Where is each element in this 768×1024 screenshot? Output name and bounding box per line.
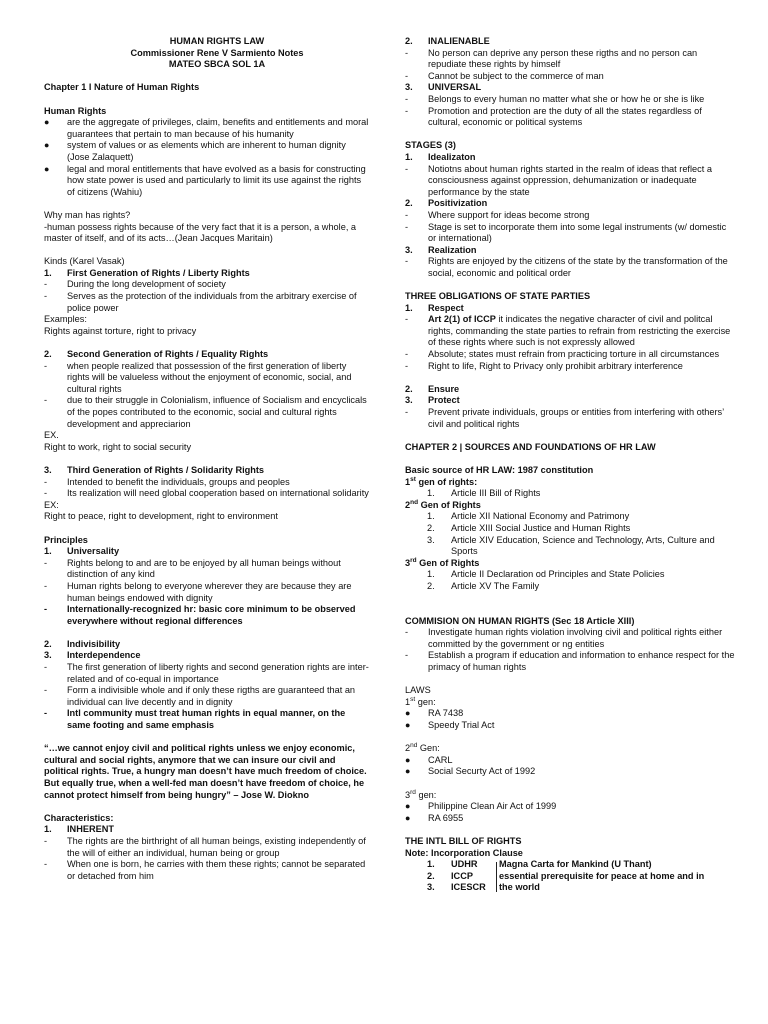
gen1-heading: 1. First Generation of Rights / Liberty Rights bbox=[44, 267, 250, 278]
chapter1-heading: Chapter 1 I Nature of Human Rights bbox=[44, 82, 200, 93]
gen2-rights-heading: 2nd Gen of Rights bbox=[405, 498, 481, 510]
inalienable-heading: 2. INALIENABLE bbox=[405, 36, 490, 46]
list-item: - Stage is set to incorporate them into some legal instruments (w/ domestic or international) bbox=[405, 221, 727, 244]
doc-header bbox=[64, 36, 370, 71]
list-item: ● Social Securty Act of 1992 bbox=[405, 766, 536, 777]
list-item: - Intl community must treat human rights in equal manner, on the same footing and same emphasis bbox=[44, 708, 346, 731]
list-item: 2. Article XV The Family bbox=[427, 580, 540, 591]
list-item: ● RA 6955 bbox=[405, 812, 464, 823]
doc-subtitle: Commissioner Rene V Sarmiento Notes bbox=[130, 47, 304, 58]
why-question: Why man has rights? bbox=[44, 209, 131, 220]
basic-source: Basic source of HR LAW: 1987 constitution bbox=[405, 464, 594, 475]
laws-gen3: 3rd gen: bbox=[405, 788, 437, 800]
bullet-icon: ● bbox=[405, 708, 411, 719]
left-column bbox=[44, 36, 370, 882]
list-item: 1. Article III Bill of Rights bbox=[427, 488, 541, 499]
list-item: - During the long development of society bbox=[44, 279, 226, 290]
bullet-icon: ● bbox=[405, 720, 411, 731]
list-item: - Where support for ideas become strong bbox=[405, 209, 590, 220]
list-item: - Form a indivisible whole and if only these rigths are guaranteed that an individual can live decently and in dignity bbox=[44, 685, 356, 707]
list-item: 1. UDHR Magna Carta for Mankind (U Thant) bbox=[427, 859, 652, 870]
right-column bbox=[405, 36, 735, 894]
gen3-examples: Right to peace, right to development, right to environment bbox=[44, 511, 278, 522]
universality-heading: 1. Universality bbox=[44, 546, 120, 557]
list-item: ● Philippine Clean Air Act of 1999 bbox=[405, 801, 557, 812]
doc-title: HUMAN RIGHTS LAW bbox=[169, 36, 265, 46]
list-item: - The first generation of liberty rights and second generation rights are inter-related and of co-equal in importance bbox=[44, 662, 369, 684]
list-item: - Promotion and protection are the duty of all the states regardless of cultural, economic or political systems bbox=[405, 105, 702, 128]
list-item: - due to their struggle in Colonialism, influence of Socialism and encyclicals of the popes contributed to the economic, social and cultural rights development and appreciarion bbox=[44, 395, 367, 429]
positivization-heading: 2. Positivization bbox=[405, 198, 488, 209]
chr-heading: COMMISION ON HUMAN RIGHTS (Sec 18 Article XIII) bbox=[405, 615, 635, 626]
human-rights-heading: Human Rights bbox=[44, 105, 107, 116]
list-item: - Rights belong to and are to be enjoyed by all human beings without distinction of any kind bbox=[44, 557, 341, 580]
gen2-examples: Right to work, right to social security bbox=[44, 441, 192, 452]
list-item: - Right to life, Right to Privacy only prohibit arbitrary interference bbox=[405, 360, 683, 371]
laws-gen1: 1st gen: bbox=[405, 695, 436, 707]
gen3-ex-label: EX: bbox=[44, 499, 59, 510]
gen2-heading: 2. Second Generation of Rights / Equality Rights bbox=[44, 349, 269, 360]
list-item: - Absolute; states must refrain from practicing torture in all circumstances bbox=[405, 349, 720, 360]
gen3-rights-heading: 3rd Gen of Rights bbox=[405, 556, 480, 568]
list-item: 2. Article XIII Social Justice and Human Rights bbox=[427, 522, 631, 533]
list-item: - Intended to benefit the individuals, groups and peoples bbox=[44, 476, 290, 487]
list-item: - Its realization will need global cooperation based on international solidarity bbox=[44, 488, 369, 499]
list-item: - Human rights belong to everyone wherever they are because they are human beings endowed with dignity bbox=[44, 580, 352, 603]
doc-author: MATEO SBCA SOL 1A bbox=[168, 59, 266, 70]
list-item: 2. ICCP essential prerequisite for peace at home and in bbox=[427, 870, 705, 881]
list-item: - Investigate human rights violation involving civil and political rights either committed by the government or ng entities bbox=[405, 627, 723, 649]
list-item: 1. Article II Declaration od Principles and State Policies bbox=[427, 569, 665, 580]
gen1-rights-heading: 1st gen of rights: bbox=[405, 475, 478, 487]
bullet-icon: ● bbox=[405, 812, 411, 823]
principles-heading: Principles bbox=[44, 534, 88, 545]
bullet-icon: ● bbox=[405, 754, 411, 765]
intl-bill-heading: THE INTL BILL OF RIGHTS bbox=[405, 835, 522, 846]
list-item: - Notiotns about human rights started in the realm of ideas that reflect a consciousness against oppression, dehumanization or inadequate performance by the state bbox=[405, 163, 712, 197]
list-item: - Belongs to every human no matter what she or how he or she is like bbox=[405, 93, 705, 104]
intl-bill-list bbox=[405, 859, 735, 894]
list-item: ● RA 7438 bbox=[405, 708, 464, 719]
characteristics-heading: Characteristics: bbox=[44, 812, 114, 823]
list-item: ● Speedy Trial Act bbox=[405, 720, 495, 731]
bullet-icon: ● bbox=[44, 117, 50, 128]
list-item: 1. Article XII National Economy and Patrimony bbox=[427, 511, 630, 522]
list-item: ● CARL bbox=[405, 754, 453, 765]
bullet-icon: ● bbox=[405, 766, 411, 777]
gen2-ex-label: EX. bbox=[44, 430, 59, 441]
protect-heading: 3. Protect bbox=[405, 395, 460, 406]
gen3-heading: 3. Third Generation of Rights / Solidarity Rights bbox=[44, 464, 265, 475]
list-item: - The rights are the birthright of all human beings, existing independently of the will of either an individual, human being or group bbox=[44, 835, 366, 858]
indivisibility-heading: 2. Indivisibility bbox=[44, 638, 121, 649]
inherent-heading: 1. INHERENT bbox=[44, 824, 114, 835]
list-item: - No person can deprive any person these rigths and no person can repudiate these rights by himself bbox=[405, 47, 698, 70]
list-item: - Serves as the protection of the individuals from the arbitrary exercise of police power bbox=[44, 291, 357, 313]
laws-heading: LAWS bbox=[405, 685, 431, 696]
bullet-icon: ● bbox=[44, 163, 50, 174]
idealization-heading: 1. Idealizaton bbox=[405, 151, 476, 162]
why-answer: -human possess rights because of the very fact that it is a person, a whole, a master of itself, and of its acts…(Jean Jacques Maritain) bbox=[44, 221, 357, 244]
kinds-heading: Kinds (Karel Vasak) bbox=[44, 256, 125, 267]
list-item: - Internationally-recognized hr: basic core minimum to be observed everywhere without regional differences bbox=[44, 604, 356, 626]
examples-label: Examples: bbox=[44, 314, 87, 325]
incorporation-note: Note: Incorporation Clause bbox=[405, 847, 523, 858]
gen1-examples: Rights against torture, right to privacy bbox=[44, 325, 197, 336]
interdependence-heading: 3. Interdependence bbox=[44, 650, 141, 661]
list-item: - Rights are enjoyed by the citizens of the state by the transformation of the social, economic and political order bbox=[405, 256, 728, 278]
stages-heading: STAGES (3) bbox=[405, 140, 456, 151]
laws-gen2: 2nd Gen: bbox=[405, 742, 440, 754]
universal-heading: 3. UNIVERSAL bbox=[405, 82, 482, 93]
chapter2-heading: CHAPTER 2 | SOURCES AND FOUNDATIONS OF HR LAW bbox=[405, 441, 656, 452]
obligations-heading: THREE OBLIGATIONS OF STATE PARTIES bbox=[405, 291, 591, 302]
list-item: ● system of values or as elements which are inherent to human dignity (Jose Zalaquett) bbox=[44, 140, 346, 162]
list-item: - Establish a program if education and information to enhance respect for the primacy of human rights bbox=[405, 650, 735, 673]
list-item: ● legal and moral entitlements that have evolved as a basis for constructing how state power is used and particularly to limit its use against the rights of citizens (Wahiu) bbox=[44, 163, 366, 197]
realization-heading: 3. Realization bbox=[405, 244, 477, 255]
list-item: - Prevent private individuals, groups or entities from interfering with others’ civil and political rights bbox=[405, 407, 724, 429]
list-item: - When one is born, he carries with them these rights; cannot be separated or detached from him bbox=[44, 859, 366, 881]
list-item: 3. Article XIV Education, Science and Technology, Arts, Culture and Sports bbox=[427, 534, 715, 557]
list-item: - when people realized that possession of the first generation of liberty rights will be valueless without the enjoyment of economic, social, and cultural rights bbox=[44, 360, 352, 394]
list-item: ● are the aggregate of privileges, claim, benefits and entitlements and moral guarantees that pertain to man because of his humanity bbox=[44, 117, 369, 139]
list-item: - Cannot be subject to the commerce of man bbox=[405, 70, 604, 81]
ensure-heading: 2. Ensure bbox=[405, 383, 460, 394]
list-item: - Art 2(1) of ICCP it indicates the negative character of civil and politcal rights, commanding the state parties to refrain from restricting the exercise of these rights where such is not expressly allowed bbox=[405, 314, 731, 348]
diokno-quote: “…we cannot enjoy civil and political rights unless we enjoy economic, cultural and social rights, anymore that we can insure our civil and political rights. True, a hungry man doesn’t have much freedom of choice. But equally true, when a well-fed man doesn’t have freedom of choice, he cannot protect himself from being hungry” – Jose W. Diokno bbox=[44, 743, 367, 800]
bullet-icon: ● bbox=[44, 140, 50, 151]
respect-heading: 1. Respect bbox=[405, 302, 464, 313]
list-item: 3. ICESCR the world bbox=[427, 882, 540, 893]
bullet-icon: ● bbox=[405, 801, 411, 812]
